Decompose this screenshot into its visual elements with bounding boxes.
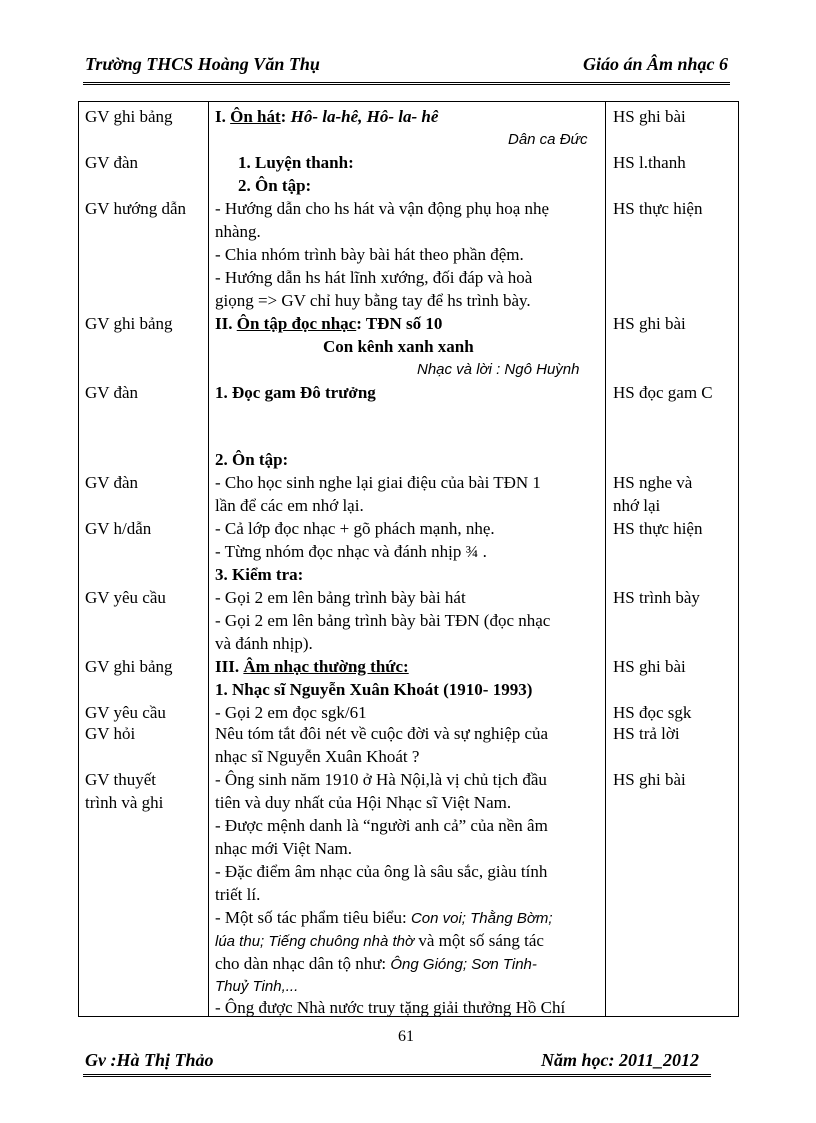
content-line: nhạc mới Việt Nam. (215, 839, 353, 858)
content-line: triết lí. (215, 885, 261, 904)
teacher-activity: GV thuyết (85, 770, 156, 789)
page-header (83, 52, 730, 85)
teacher-activity: GV yêu cầu (85, 703, 166, 722)
student-activity: nhớ lại (613, 496, 661, 515)
teacher-activity: GV đàn (85, 383, 139, 402)
song-title: Con kênh xanh xanh (323, 337, 474, 356)
list-item: 1. Đọc gam Đô trưởng (215, 383, 376, 402)
student-activity: HS ghi bài (613, 107, 686, 126)
content-line: - Gọi 2 em đọc sgk/61 (215, 703, 367, 722)
teacher-activity: GV đàn (85, 153, 139, 172)
content-line: - Hướng dẫn cho hs hát và vận động phụ hoạ nhẹ (215, 199, 550, 218)
content-line: - Chia nhóm trình bày bài hát theo phần đệm. (215, 245, 524, 264)
content-line: nhàng. (215, 222, 261, 241)
content-line: cho dàn nhạc dân tộ như: Ông Gióng; Sơn Tinh- (215, 954, 537, 973)
content-line: - Được mệnh danh là “người anh cả” của nền âm (215, 816, 548, 835)
teacher-activity: GV đàn (85, 473, 139, 492)
section-subheading: 1. Nhạc sĩ Nguyễn Xuân Khoát (1910- 1993) (215, 680, 533, 699)
teacher-activity: GV ghi bảng (85, 657, 173, 676)
content-line: - Ông sinh năm 1910 ở Hà Nội,là vị chủ tịch đầu (215, 770, 547, 789)
content-line: - Một số tác phẩm tiêu biểu: Con voi; Thằng Bờm; (215, 908, 553, 927)
teacher-name: Gv :Hà Thị Thảo (85, 1050, 214, 1070)
list-item: 1. Luyện thanh: (238, 153, 354, 172)
teacher-activity: trình và ghi (85, 793, 164, 812)
teacher-activity: GV ghi bảng (85, 314, 173, 333)
content-line: - Gọi 2 em lên bảng trình bày bài hát (215, 588, 466, 607)
teacher-activity: GV hướng dẫn (85, 199, 186, 218)
column-divider (208, 102, 209, 1016)
content-line: - Ông được Nhà nước truy tặng giải thưởng Hồ Chí (215, 998, 566, 1017)
page-number: 61 (398, 1028, 414, 1045)
song-credit: Nhạc và lời : Ngô Huỳnh (417, 361, 580, 378)
section-heading: I. Ôn hát: Hô- la-hê, Hô- la- hê (215, 107, 439, 126)
page-footer (83, 1048, 711, 1077)
school-name: Trường THCS Hoàng Văn Thụ (85, 54, 320, 74)
content-line: tiên và duy nhất của Hội Nhạc sĩ Việt Nam. (215, 793, 512, 812)
teacher-activity: GV yêu cầu (85, 588, 166, 607)
student-activity: HS ghi bài (613, 657, 686, 676)
section-subheading: 2. Ôn tập: (215, 450, 289, 469)
student-activity: HS ghi bài (613, 314, 686, 333)
content-line: - Cho học sinh nghe lại giai điệu của bài TĐN 1 (215, 473, 541, 492)
section-heading: III. Âm nhạc thường thức: (215, 657, 409, 676)
subject-title: Giáo án Âm nhạc 6 (582, 54, 728, 74)
content-line: lần để các em nhớ lại. (215, 496, 364, 515)
content-line: lúa thu; Tiếng chuông nhà thờ và một số sáng tác (215, 931, 544, 950)
content-line: và đánh nhịp). (215, 634, 313, 653)
student-activity: HS trình bày (613, 588, 700, 607)
school-year: Năm học: 2011_2012 (540, 1050, 699, 1070)
content-line: - Cả lớp đọc nhạc + gõ phách mạnh, nhẹ. (215, 519, 495, 538)
content-line: nhạc sĩ Nguyễn Xuân Khoát ? (215, 747, 420, 766)
teacher-activity: GV ghi bảng (85, 107, 173, 126)
content-line: - Hướng dẫn hs hát lĩnh xướng, đối đáp và hoà (215, 268, 533, 287)
column-divider (605, 102, 606, 1016)
list-item: 2. Ôn tập: (238, 176, 312, 195)
student-activity: HS đọc sgk (613, 703, 692, 722)
section-heading: II. Ôn tập đọc nhạc: TĐN số 10 (215, 314, 443, 333)
content-line: - Gọi 2 em lên bảng trình bày bài TĐN (đọc nhạc (215, 611, 551, 630)
content-line: Thuỷ Tinh,... (215, 978, 299, 995)
student-activity: HS nghe và (613, 473, 693, 492)
student-activity: HS trả lời (613, 724, 680, 743)
student-activity: HS l.thanh (613, 153, 686, 172)
content-line: Nêu tóm tắt đôi nét về cuộc đời và sự nghiệp của (215, 724, 549, 743)
section-subheading: 3. Kiểm tra: (215, 565, 304, 584)
content-line: giọng => GV chỉ huy bằng tay để hs trình bày. (215, 291, 531, 310)
teacher-activity: GV hỏi (85, 724, 136, 743)
student-activity: HS thực hiện (613, 199, 703, 218)
student-activity: HS đọc gam C (613, 383, 713, 402)
teacher-activity: GV h/dẫn (85, 519, 152, 538)
content-line: - Đặc điểm âm nhạc của ông là sâu sắc, giàu tính (215, 862, 548, 881)
content-line: - Từng nhóm đọc nhạc và đánh nhịp ¾ . (215, 542, 487, 561)
student-activity: HS ghi bài (613, 770, 686, 789)
song-credit: Dân ca Đức (508, 131, 588, 148)
student-activity: HS thực hiện (613, 519, 703, 538)
